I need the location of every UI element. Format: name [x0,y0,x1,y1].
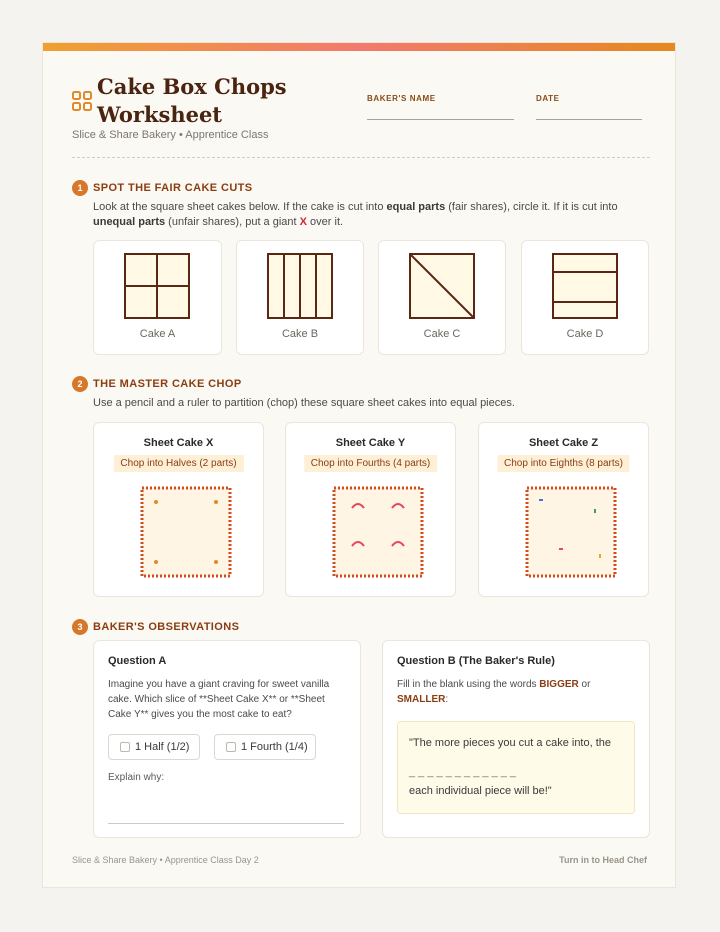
cake-c-diagram [409,253,475,319]
option-half[interactable] [108,734,200,760]
option-fourth-label: 1 Fourth (1/4) [241,741,308,753]
section-1-number: 1 [72,180,88,196]
sheet-cake-x-tag: Chop into Halves (2 parts) [113,455,243,472]
explain-label: Explain why: [108,772,165,783]
cake-d-diagram [552,253,618,319]
page-subtitle: Slice & Share Bakery • Apprentice Class [72,129,269,141]
sheet-cake-z-title: Sheet Cake Z [528,437,599,449]
header-divider [72,157,650,158]
sheet-cake-x-title: Sheet Cake X [143,437,214,449]
grid-logo-icon [72,91,92,111]
section-3-number: 3 [72,619,88,635]
question-b-text: Fill in the blank using the words BIGGER or SMALLER: [397,679,591,705]
cake-a-label: Cake A [139,328,176,340]
question-a-title: Question A [108,655,167,667]
section-2-title: THE MASTER CAKE CHOP [93,378,242,390]
section-1-instructions: Look at the square sheet cakes below. If the cake is cut into equal parts (fair shares), circle it. If it is cut into unequal parts (unfair shares), put a giant X over it. [93,201,618,228]
checkbox-fourth[interactable] [226,742,236,752]
fill-line-3: each individual piece will be!" [409,785,552,797]
sheet-cake-z-card[interactable] [478,422,649,597]
sheet-cake-y-card[interactable] [285,422,456,597]
date-field-line[interactable] [536,119,642,120]
sheet-cake-y-title: Sheet Cake Y [335,437,406,449]
name-field-label: BAKER'S NAME [367,94,436,103]
fill-line-1: "The more pieces you cut a cake into, the [409,737,612,749]
section-3-title: BAKER'S OBSERVATIONS [93,621,240,633]
top-accent-bar [43,43,675,51]
cake-c-label: Cake C [423,328,461,340]
cake-c-card[interactable] [378,240,506,355]
worksheet-page [42,42,676,888]
question-a-text: Imagine you have a giant craving for sweet vanilla cake. Which slice of **Sheet Cake X** or **Sheet Cake Y** gives you the most cake to eat? [108,679,330,720]
fill-in-box [397,721,635,814]
cake-a-card[interactable] [93,240,222,355]
footer-right: Turn in to Head Chef [559,855,647,865]
question-b-card [382,640,650,838]
question-a-card [93,640,361,838]
cake-a-diagram [124,253,190,319]
cake-b-card[interactable] [236,240,364,355]
section-2-number: 2 [72,376,88,392]
option-fourth[interactable] [214,734,316,760]
explain-answer-line[interactable] [108,823,344,824]
cake-b-label: Cake B [281,328,319,340]
question-b-title: Question B (The Baker's Rule) [397,655,555,667]
option-half-label: 1 Half (1/2) [135,741,190,753]
page-title: Cake Box Chops Worksheet [97,74,287,127]
sheet-cake-z-tag: Chop into Eighths (8 parts) [497,455,630,472]
cake-b-diagram [267,253,333,319]
sheet-cake-z-drawing-area[interactable] [525,486,617,578]
sheet-cake-y-tag: Chop into Fourths (4 parts) [304,455,438,472]
section-2-instructions: Use a pencil and a ruler to partition (chop) these square sheet cakes into equal pieces. [93,397,515,409]
section-1-title: SPOT THE FAIR CAKE CUTS [93,182,253,194]
checkbox-half[interactable] [120,742,130,752]
cake-d-card[interactable] [521,240,649,355]
footer-left: Slice & Share Bakery • Apprentice Class Day 2 [72,855,259,865]
sheet-cake-x-drawing-area[interactable] [140,486,232,578]
fill-blank[interactable]: _ _ _ _ _ _ _ _ _ _ _ _ [409,766,517,778]
sheet-cake-x-card[interactable] [93,422,264,597]
date-field-label: DATE [536,94,560,103]
cake-d-label: Cake D [566,328,604,340]
name-field-line[interactable] [367,119,514,120]
sheet-cake-y-drawing-area[interactable] [332,486,424,578]
